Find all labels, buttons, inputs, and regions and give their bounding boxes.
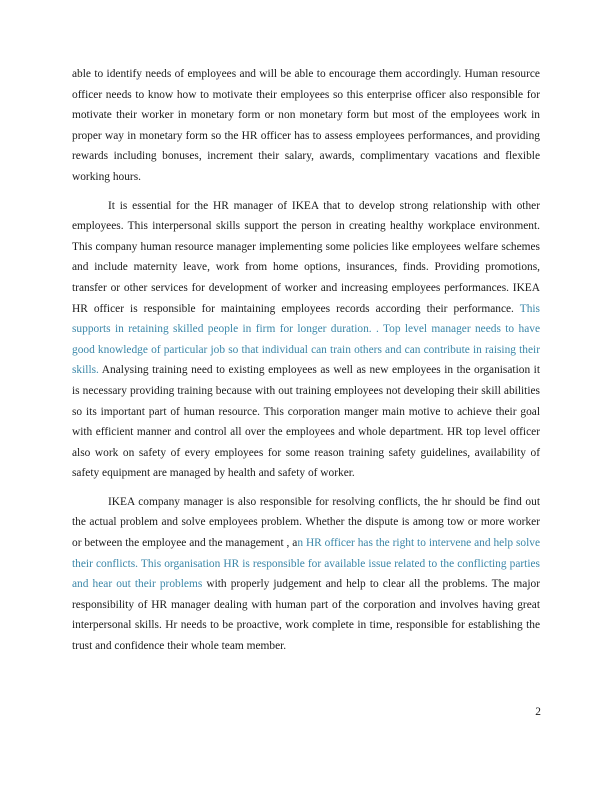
highlighted-text: This supports in retaining skilled people in firm for longer duration. . Top level manager needs to have good knowledge of particular job so that individual can train others and can contribute in raising their skills. xyxy=(72,302,540,377)
page-number: 2 xyxy=(535,706,541,718)
paragraph-conflicts xyxy=(72,492,540,657)
document-page xyxy=(72,64,540,665)
paragraph-text: IKEA company manager is also responsible for resolving conflicts, the hr should be find out the actual problem and solve employees problem. Whether the dispute is among tow or more worker or between the employee and the management , a xyxy=(72,495,540,550)
paragraph-text: Analysing training need to existing employees as well as new employees in the organisation it is necessary providing training because with out training employees not developing their skill abilities so its important part of human resource. This corporation manger main motive to achieve their goal with efficient manner and control all over the employees and whole department. HR top level officer also work on safety of every employees for some reason training safety guidelines, availability of safety equipment are managed by health and safety of worker. xyxy=(72,364,540,480)
highlighted-text: n HR officer has the right to intervene and help solve their conflicts. This organisation HR is responsible for available issue related to the conflicting parties and hear out their problems xyxy=(72,537,541,591)
paragraph-text: with properly judgement and help to clear all the problems. The major responsibility of HR manager dealing with human part of the corporation and involves having great interpersonal skills. Hr needs to be proactive, work complete in time, responsible for establishing the trust and confidence their whole team member. xyxy=(72,578,541,653)
paragraph-text: It is essential for the HR manager of IKEA that to develop strong relationship with other employees. This interpersonal skills support the person in creating healthy workplace environment. This company human resource manager implementing some policies like employees welfare schemes and include maternity leave, work from home options, insurances, finds. Providing promotions, transfer or other services for development of worker and increasing employees performances. IKEA HR officer is responsible for maintaining employees records according their performance. xyxy=(72,199,540,315)
paragraph-motivation xyxy=(72,64,540,188)
paragraph-relationship xyxy=(72,196,540,484)
paragraph-text: able to identify needs of employees and will be able to encourage them accordingly. Human resource officer needs to know how to motivate their employees so this enterprise officer also responsible for motivate their worker in monetary form or non monetary form but most of the employees work in proper way in monetary form so the HR officer has to assess employees performances, and providing rewards including bonuses, increment their salary, awards, complimentary vacations and flexible working hours. xyxy=(72,68,540,183)
